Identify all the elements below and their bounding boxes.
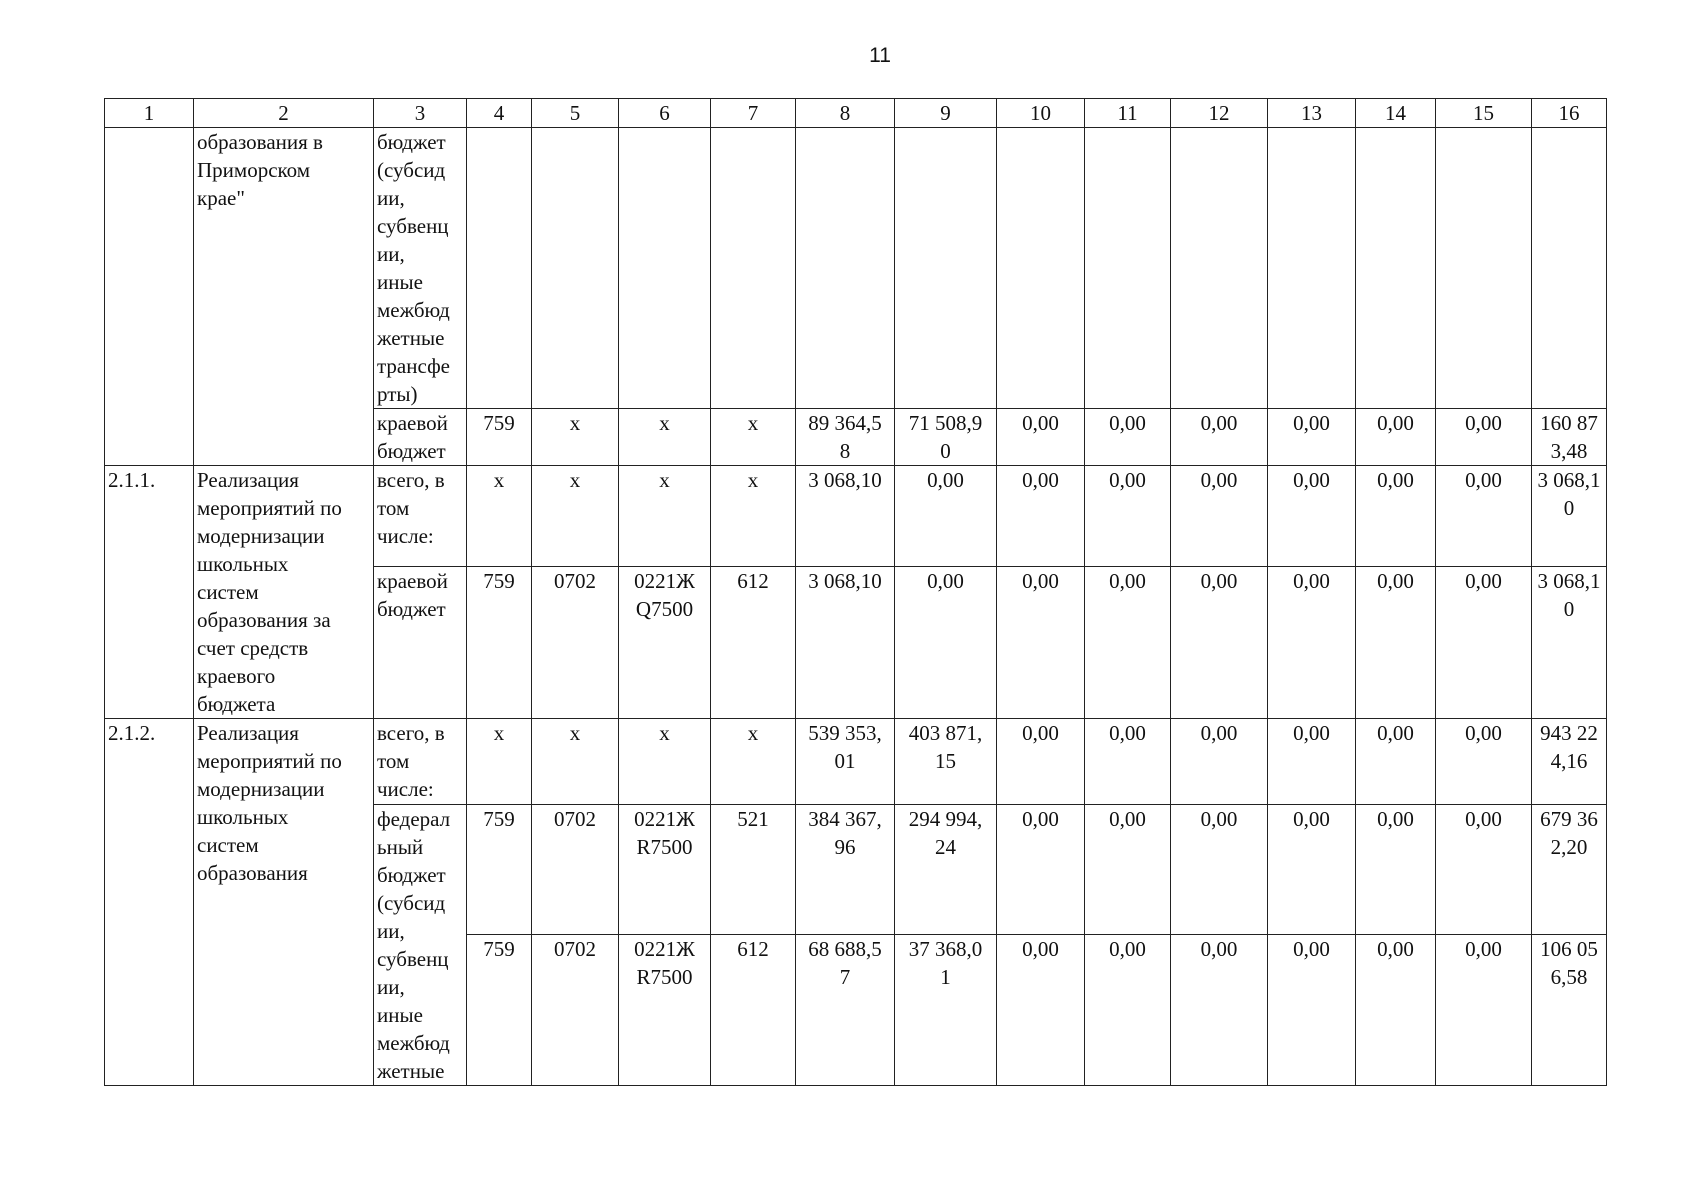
value-cell: 0,00 xyxy=(1268,805,1356,935)
value-cell: 539 353, 01 xyxy=(796,719,895,805)
header-cell: 9 xyxy=(895,99,997,128)
value-cell: 0,00 xyxy=(1356,567,1436,719)
value-cell: 0,00 xyxy=(895,567,997,719)
value-cell: 0,00 xyxy=(1356,409,1436,466)
measure-name: образования в Приморском крае" xyxy=(194,128,374,466)
row-number xyxy=(105,128,194,466)
value-cell: 3 068,10 xyxy=(796,466,895,567)
value-cell: x xyxy=(711,719,796,805)
value-cell: 0,00 xyxy=(997,805,1085,935)
value-cell: 37 368,0 1 xyxy=(895,935,997,1086)
value-cell: x xyxy=(532,409,619,466)
value-cell: 0702 xyxy=(532,567,619,719)
value-cell: 3 068,1 0 xyxy=(1532,466,1607,567)
value-cell: 0,00 xyxy=(1085,719,1171,805)
value-cell xyxy=(1085,128,1171,409)
page-number: 11 xyxy=(869,44,891,67)
value-cell: 759 xyxy=(467,567,532,719)
header-cell: 10 xyxy=(997,99,1085,128)
value-cell: 0,00 xyxy=(1436,805,1532,935)
header-cell: 12 xyxy=(1171,99,1268,128)
value-cell: 89 364,5 8 xyxy=(796,409,895,466)
value-cell: 0,00 xyxy=(1171,567,1268,719)
value-cell: 0,00 xyxy=(1436,719,1532,805)
value-cell: 0,00 xyxy=(1356,466,1436,567)
header-cell: 13 xyxy=(1268,99,1356,128)
row-number: 2.1.1. xyxy=(105,466,194,719)
value-cell xyxy=(796,128,895,409)
value-cell: x xyxy=(711,466,796,567)
value-cell: 679 36 2,20 xyxy=(1532,805,1607,935)
header-cell: 7 xyxy=(711,99,796,128)
value-cell: 759 xyxy=(467,935,532,1086)
header-cell: 5 xyxy=(532,99,619,128)
value-cell: 0,00 xyxy=(997,409,1085,466)
header-cell: 15 xyxy=(1436,99,1532,128)
header-cell: 2 xyxy=(194,99,374,128)
value-cell xyxy=(997,128,1085,409)
funding-source: бюджет (субсид ии, субвенц ии, иные межбюд жетные трансфе рты) xyxy=(374,128,467,409)
value-cell: 0,00 xyxy=(1436,466,1532,567)
value-cell: 0,00 xyxy=(1085,567,1171,719)
value-cell: 0702 xyxy=(532,805,619,935)
value-cell: x xyxy=(467,466,532,567)
value-cell xyxy=(1268,128,1356,409)
value-cell: 759 xyxy=(467,409,532,466)
value-cell xyxy=(1532,128,1607,409)
value-cell: 521 xyxy=(711,805,796,935)
funding-source: всего, в том числе: xyxy=(374,719,467,805)
value-cell: 0,00 xyxy=(1085,935,1171,1086)
value-cell: 0,00 xyxy=(1085,466,1171,567)
value-cell: 0,00 xyxy=(1171,719,1268,805)
measure-name: Реализация мероприятий по модернизации школьных систем образования за счет средств краевого бюджета xyxy=(194,466,374,719)
value-cell: 294 994, 24 xyxy=(895,805,997,935)
header-cell: 3 xyxy=(374,99,467,128)
value-cell: 0,00 xyxy=(1171,409,1268,466)
value-cell: 0221Ж R7500 xyxy=(619,805,711,935)
funding-source: краевой бюджет xyxy=(374,409,467,466)
measure-name: Реализация мероприятий по модернизации школьных систем образования xyxy=(194,719,374,1086)
value-cell xyxy=(895,128,997,409)
value-cell: 71 508,9 0 xyxy=(895,409,997,466)
value-cell: 0,00 xyxy=(1085,409,1171,466)
value-cell: 384 367, 96 xyxy=(796,805,895,935)
table-row xyxy=(105,466,1607,567)
header-cell: 4 xyxy=(467,99,532,128)
value-cell: 0,00 xyxy=(1171,935,1268,1086)
value-cell: 0,00 xyxy=(1268,409,1356,466)
value-cell: 0221Ж R7500 xyxy=(619,935,711,1086)
value-cell: 0,00 xyxy=(1268,719,1356,805)
value-cell: x xyxy=(619,409,711,466)
value-cell: x xyxy=(619,719,711,805)
value-cell xyxy=(711,128,796,409)
value-cell: 612 xyxy=(711,567,796,719)
header-row xyxy=(105,99,1607,128)
value-cell xyxy=(1436,128,1532,409)
funding-source: всего, в том числе: xyxy=(374,466,467,567)
value-cell: 0,00 xyxy=(1268,567,1356,719)
value-cell: 0221Ж Q7500 xyxy=(619,567,711,719)
value-cell: 0,00 xyxy=(1085,805,1171,935)
value-cell: 0,00 xyxy=(997,935,1085,1086)
value-cell: x xyxy=(467,719,532,805)
table-row xyxy=(105,128,1607,409)
value-cell: 0,00 xyxy=(1436,409,1532,466)
value-cell: 68 688,5 7 xyxy=(796,935,895,1086)
value-cell: x xyxy=(711,409,796,466)
value-cell: 0,00 xyxy=(895,466,997,567)
header-cell: 16 xyxy=(1532,99,1607,128)
value-cell: 0,00 xyxy=(1436,935,1532,1086)
value-cell: 0,00 xyxy=(1268,466,1356,567)
header-cell: 6 xyxy=(619,99,711,128)
value-cell xyxy=(467,128,532,409)
value-cell: 0,00 xyxy=(997,719,1085,805)
value-cell xyxy=(532,128,619,409)
value-cell: 0,00 xyxy=(1356,719,1436,805)
value-cell xyxy=(619,128,711,409)
value-cell: 0,00 xyxy=(1268,935,1356,1086)
value-cell: x xyxy=(532,719,619,805)
funding-source: федерал ьный бюджет (субсид ии, субвенц ии, иные межбюд жетные xyxy=(374,805,467,1086)
value-cell: 3 068,10 xyxy=(796,567,895,719)
header-cell: 1 xyxy=(105,99,194,128)
value-cell: 0,00 xyxy=(997,466,1085,567)
value-cell: 759 xyxy=(467,805,532,935)
value-cell: 0,00 xyxy=(1356,805,1436,935)
value-cell xyxy=(1171,128,1268,409)
budget-table xyxy=(104,98,1607,1086)
value-cell: 612 xyxy=(711,935,796,1086)
value-cell xyxy=(1356,128,1436,409)
header-cell: 11 xyxy=(1085,99,1171,128)
header-cell: 8 xyxy=(796,99,895,128)
row-number: 2.1.2. xyxy=(105,719,194,1086)
value-cell: 0,00 xyxy=(1356,935,1436,1086)
value-cell: 0,00 xyxy=(1171,805,1268,935)
value-cell: 0702 xyxy=(532,935,619,1086)
funding-source: краевой бюджет xyxy=(374,567,467,719)
value-cell: 0,00 xyxy=(997,567,1085,719)
value-cell: 943 22 4,16 xyxy=(1532,719,1607,805)
value-cell: 3 068,1 0 xyxy=(1532,567,1607,719)
value-cell: x xyxy=(619,466,711,567)
header-cell: 14 xyxy=(1356,99,1436,128)
value-cell: 0,00 xyxy=(1171,466,1268,567)
value-cell: 0,00 xyxy=(1436,567,1532,719)
value-cell: x xyxy=(532,466,619,567)
value-cell: 106 05 6,58 xyxy=(1532,935,1607,1086)
table-row xyxy=(105,719,1607,805)
value-cell: 160 87 3,48 xyxy=(1532,409,1607,466)
value-cell: 403 871, 15 xyxy=(895,719,997,805)
